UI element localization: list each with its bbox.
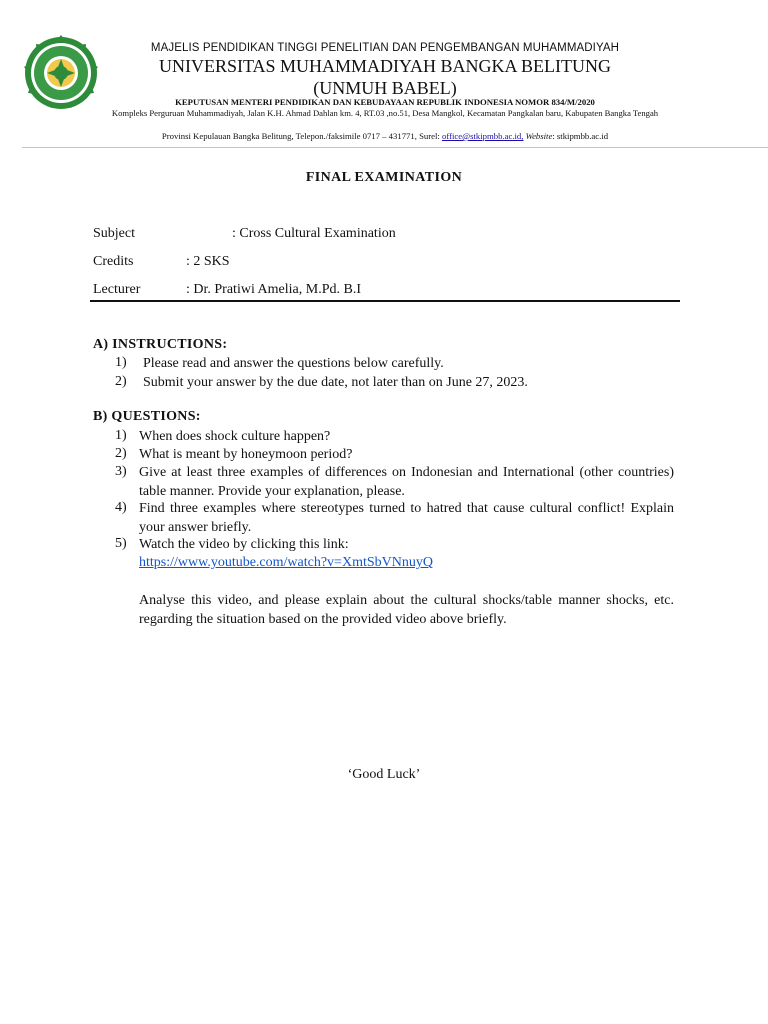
subject-value: : Cross Cultural Examination	[232, 226, 396, 241]
instruction-number: 1)	[115, 355, 127, 370]
decree-line: KEPUTUSAN MENTERI PENDIDIKAN DAN KEBUDAYAAN REPUBLIK INDONESIA NOMOR 834/M/2020	[175, 97, 595, 107]
question-number: 4)	[115, 500, 127, 515]
exam-title: FINAL EXAMINATION	[305, 170, 463, 185]
info-divider	[90, 300, 680, 302]
website-value: : stkipmbb.ac.id	[552, 131, 609, 141]
website-label: Website	[525, 131, 553, 141]
header-divider	[22, 147, 768, 148]
lecturer-label: Lecturer	[93, 282, 141, 297]
closing-text: ‘Good Luck’	[347, 767, 421, 782]
university-logo	[20, 33, 102, 113]
credits-label: Credits	[93, 254, 134, 269]
question-number: 3)	[115, 464, 127, 479]
instructions-heading: A) INSTRUCTIONS:	[93, 337, 228, 352]
university-abbrev: (UNMUH BABEL)	[313, 78, 457, 98]
instruction-item: Submit your answer by the due date, not later than on June 27, 2023.	[143, 375, 528, 390]
university-name: UNIVERSITAS MUHAMMADIYAH BANGKA BELITUNG	[158, 56, 612, 76]
contact-line	[95, 131, 675, 141]
address-line: Kompleks Perguruan Muhammadiyah, Jalan K.H. Ahmad Dahlan km. 4, RT.03 ,no.51, Desa Mangkol, Kecamatan Pangkalan baru, Kabupaten Bangka Tengah	[111, 108, 659, 118]
council-name: MAJELIS PENDIDIKAN TINGGI PENELITIAN DAN PENGEMBANGAN MUHAMMADIYAH	[150, 42, 620, 54]
question-number: 1)	[115, 428, 127, 443]
question-item: Find three examples where stereotypes turned to hatred that cause cultural conflict! Explain your answer briefly.	[139, 501, 674, 535]
instruction-item: Please read and answer the questions below carefully.	[143, 356, 444, 371]
question-item: Watch the video by clicking this link:	[139, 537, 349, 552]
subject-label: Subject	[93, 226, 135, 241]
question-number: 5)	[115, 536, 127, 551]
credits-value: : 2 SKS	[186, 254, 230, 269]
question-item: Give at least three examples of differences on Indonesian and International (other countries) table manner. Provide your explanation, please.	[139, 465, 674, 499]
question-item: What is meant by honeymoon period?	[139, 447, 353, 462]
question-number: 2)	[115, 446, 127, 461]
video-link[interactable]: https://www.youtube.com/watch?v=XmtSbVNnuyQ	[139, 555, 433, 570]
video-question: Analyse this video, and please explain about the cultural shocks/table manner shocks, etc. regarding the situation based on the provided video above briefly.	[139, 593, 674, 627]
lecturer-value: : Dr. Pratiwi Amelia, M.Pd. B.I	[186, 282, 361, 297]
questions-heading: B) QUESTIONS:	[93, 409, 201, 424]
video-link-line	[139, 554, 674, 573]
instruction-number: 2)	[115, 374, 127, 389]
contact-prefix: Provinsi Kepulauan Bangka Belitung, Telepon./faksimile 0717 – 431771, Surel:	[161, 131, 443, 141]
email-link[interactable]: office@stkipmbb.ac.id,	[442, 131, 524, 141]
question-item: When does shock culture happen?	[139, 429, 331, 444]
